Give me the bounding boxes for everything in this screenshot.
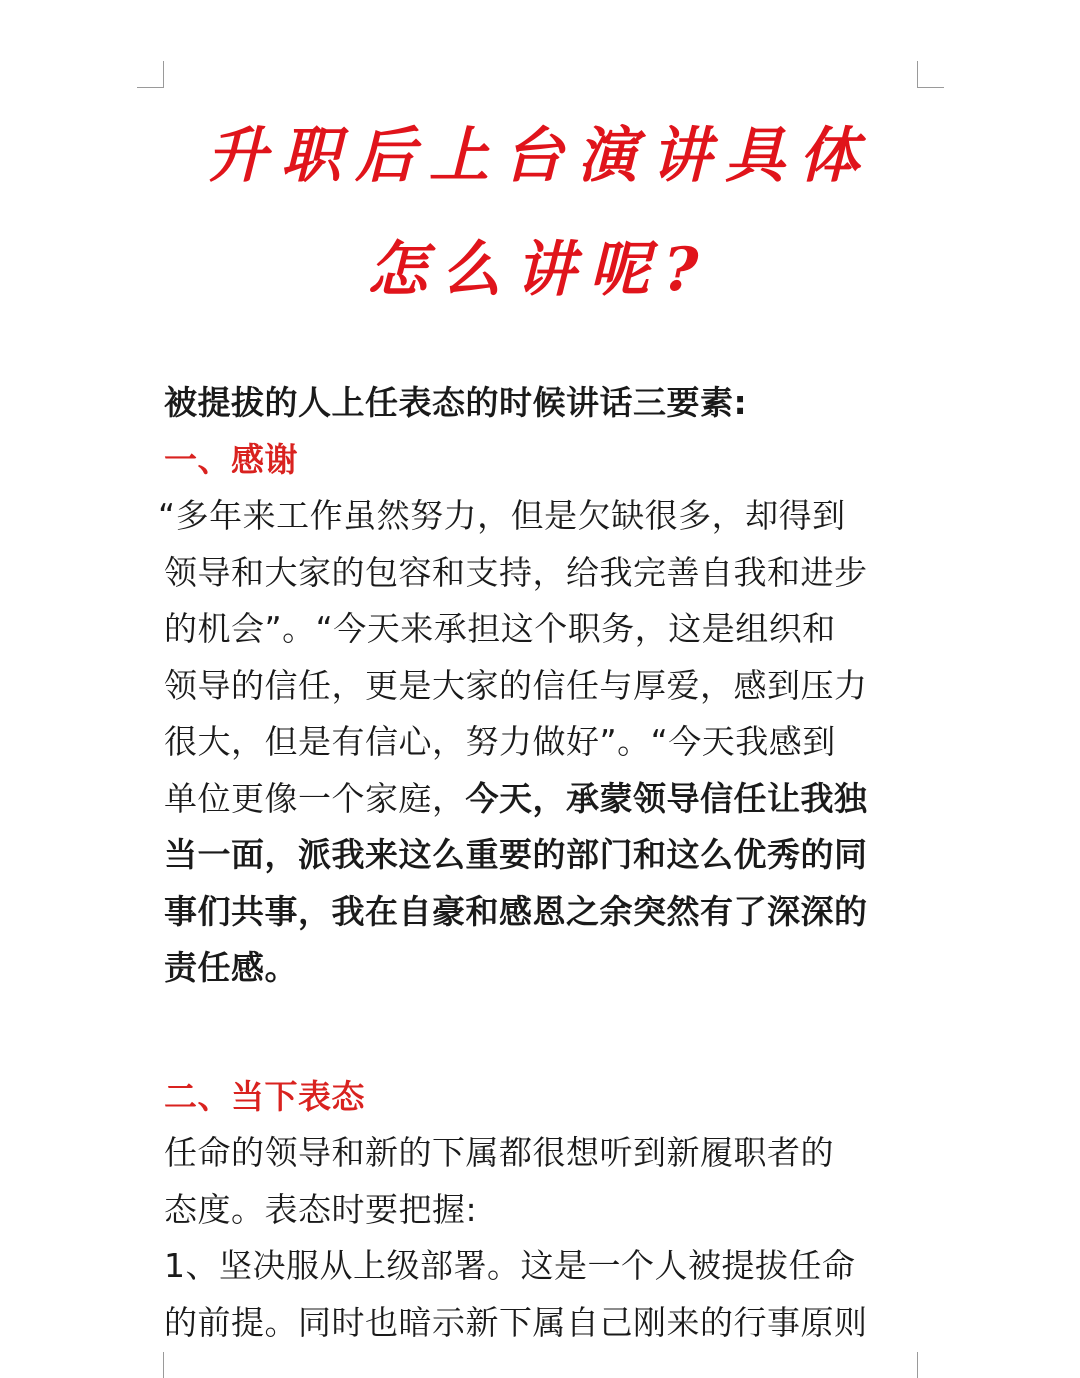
paragraph-line: 任命的领导和新的下属都很想听到新履职者的 — [164, 1133, 834, 1172]
intro-heading: 被提拔的人上任表态的时候讲话三要素: — [164, 383, 748, 422]
title-line-1: 升职后上台演讲具体 — [207, 121, 873, 191]
paragraph-line: 的机会”。“今天来承担这个职务，这是组织和 — [164, 609, 836, 648]
section-2-heading: 二、当下表态 — [164, 1076, 365, 1116]
page-corner-mark — [137, 61, 164, 88]
paragraph-line: 领导和大家的包容和支持，给我完善自我和进步 — [164, 552, 868, 592]
paragraph-line: 当一面，派我来这么重要的部门和这么优秀的同 — [164, 835, 868, 874]
page-corner-mark — [917, 61, 944, 88]
paragraph-line: 事们共事，我在自豪和感恩之余突然有了深深的 — [164, 891, 868, 931]
paragraph-line: 领导的信任，更是大家的信任与厚爱，感到压力 — [164, 665, 868, 705]
page-corner-mark — [917, 1352, 944, 1378]
paragraph-line — [164, 771, 924, 828]
document-body — [158, 375, 924, 1351]
normal-text: 单位更像一个家庭， — [164, 778, 466, 818]
paragraph-line: 责任感。 — [164, 948, 298, 987]
paragraph-line: 的前提。同时也暗示新下属自己刚来的行事原则 — [164, 1302, 868, 1342]
bold-text: 今天，承蒙领导信任让我独 — [465, 778, 868, 818]
paragraph-line: 很大，但是有信心，努力做好”。“今天我感到 — [164, 722, 836, 761]
paragraph-line: 态度。表态时要把握: — [164, 1189, 478, 1229]
page-corner-mark — [137, 1352, 164, 1378]
section-1-heading: 一、感谢 — [164, 439, 298, 479]
title-line-2: 怎么讲呢? — [367, 235, 713, 305]
spacer — [164, 997, 924, 1053]
paragraph-line: 1、坚决服从上级部署。这是一个人被提拔任命 — [164, 1246, 856, 1285]
paragraph-line: “多年来工作虽然努力，但是欠缺很多，却得到 — [158, 496, 846, 535]
